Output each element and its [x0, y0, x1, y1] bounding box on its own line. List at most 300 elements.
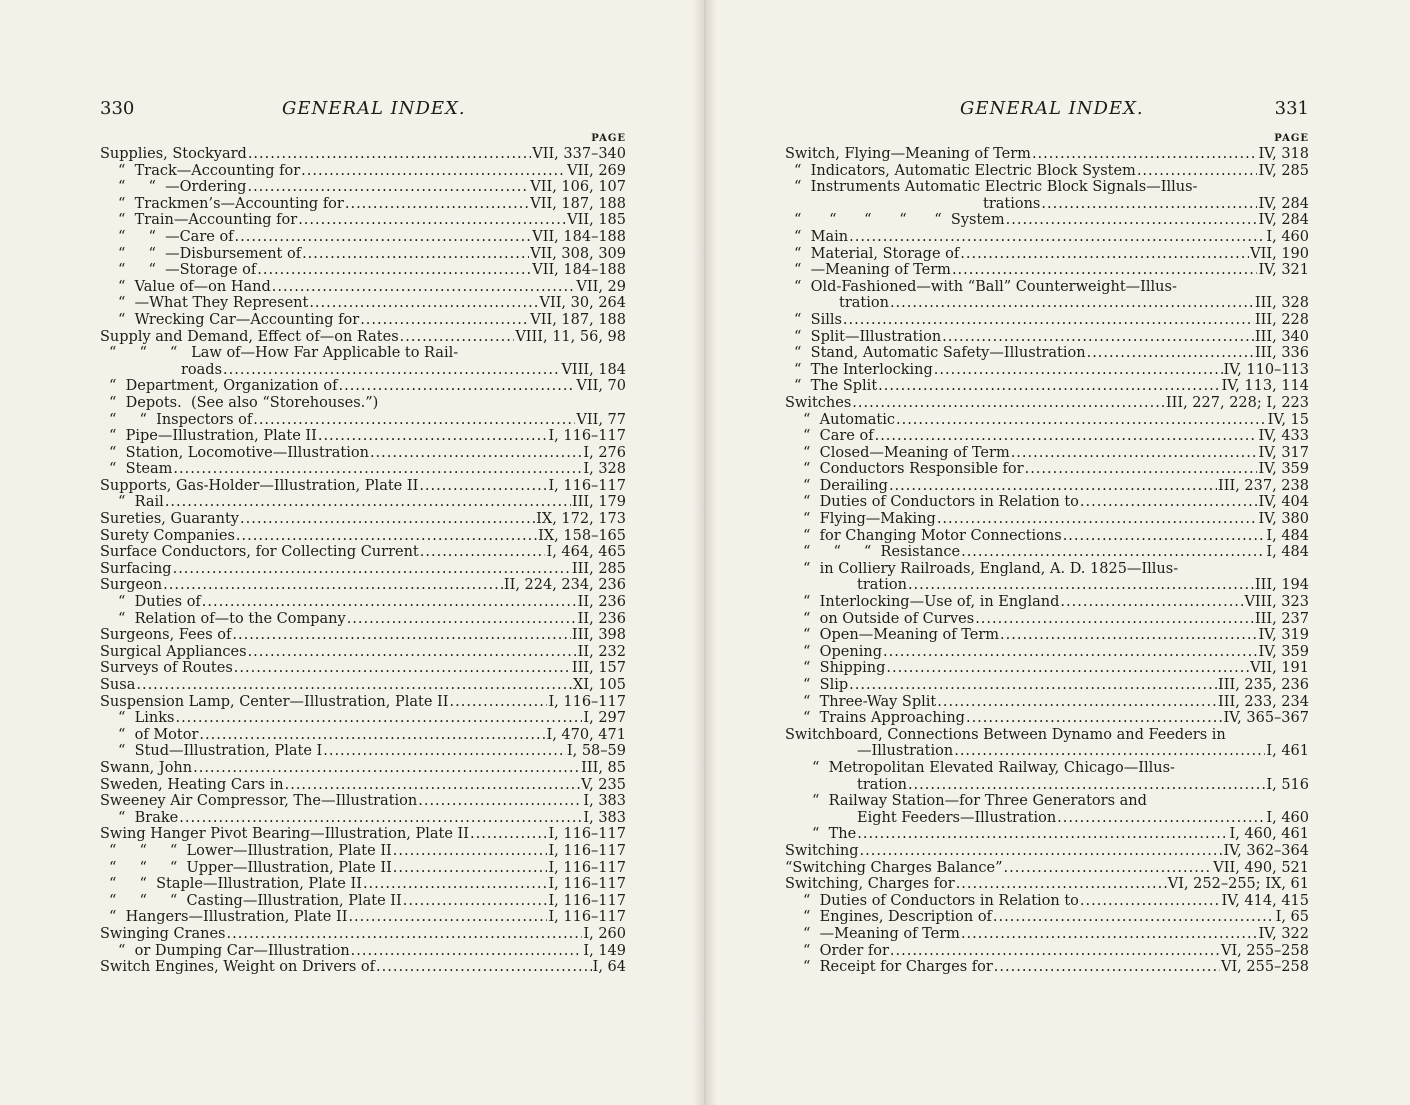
leader-dots: [418, 793, 582, 810]
index-entry: [100, 295, 626, 312]
entry-text: “ Slip: [803, 677, 849, 693]
entry-reference: I, 460, 461: [1229, 826, 1309, 843]
entry-reference: I, 461: [1266, 743, 1309, 760]
entry-reference: IV, 285: [1258, 162, 1309, 179]
running-head: GENERAL INDEX.: [960, 98, 1144, 119]
index-entry: [785, 727, 1309, 744]
entry-text: Switch Engines, Weight on Drivers of: [100, 959, 376, 976]
entry-text: “ “ —Disbursement of: [118, 245, 302, 262]
index-entry: [100, 561, 626, 578]
entry-text: Swing Hanger Pivot Bearing—Illustration, Plate II: [100, 826, 470, 843]
leader-dots: [908, 577, 1254, 594]
leader-dots: [285, 777, 581, 794]
entry-reference: VII, 337–340: [532, 146, 626, 162]
leader-dots: [1032, 146, 1258, 163]
entry-text: “ Split—Illustration: [794, 328, 942, 345]
index-entry: [100, 345, 626, 362]
index-entry: [785, 246, 1309, 263]
index-entry: [785, 295, 1309, 312]
entry-reference: VII, 187, 188: [530, 311, 626, 328]
entry-reference: VII, 190: [1250, 245, 1309, 262]
entry-text: “ —What They Represent: [118, 295, 309, 312]
entry-reference: I, 484: [1266, 527, 1309, 544]
leader-dots: [852, 395, 1165, 412]
leader-dots: [883, 644, 1257, 661]
index-entry: [785, 694, 1309, 711]
leader-dots: [163, 577, 503, 594]
running-head: GENERAL INDEX.: [282, 98, 466, 119]
entry-reference: III, 285: [571, 560, 626, 577]
index-entry: [100, 412, 626, 429]
entry-text: “ Department, Organization of: [109, 378, 338, 395]
entry-text: “ Metropolitan Elevated Railway, Chicago—Illus-: [812, 759, 1175, 776]
leader-dots: [956, 876, 1167, 893]
leader-dots: [136, 677, 572, 694]
index-entry: [100, 660, 626, 677]
entry-reference: IV, 433: [1258, 428, 1309, 445]
entry-text: tration: [857, 577, 907, 594]
index-entry: [785, 494, 1309, 511]
index-entry: [100, 146, 626, 163]
entry-text: “ Derailing: [803, 477, 888, 494]
leader-dots: [309, 295, 538, 312]
leader-dots: [257, 262, 531, 279]
right-page: [785, 0, 1309, 1105]
leader-dots: [952, 262, 1258, 279]
entry-reference: I, 460: [1266, 228, 1309, 245]
entry-text: trations: [983, 195, 1041, 212]
entry-text: “ Hangers—Illustration, Plate II: [109, 909, 348, 926]
leader-dots: [1087, 345, 1254, 362]
entry-reference: I, 58–59: [566, 743, 626, 760]
leader-dots: [961, 926, 1258, 943]
index-entry: [785, 810, 1309, 827]
index-entry: [785, 163, 1309, 180]
index-entry: [785, 212, 1309, 229]
leader-dots: [370, 445, 582, 462]
index-entry: [100, 627, 626, 644]
index-entry: [100, 577, 626, 594]
entry-reference: II, 232: [577, 643, 626, 660]
entry-reference: I, 276: [583, 444, 626, 461]
right-page-header: [785, 98, 1309, 124]
leader-dots: [393, 860, 548, 877]
index-entry: [785, 943, 1309, 960]
entry-text: “ “ “ Law of—How Far Applicable to Rail-: [109, 345, 459, 362]
index-entry: [785, 511, 1309, 528]
entry-text: Supply and Demand, Effect of—on Rates: [100, 328, 399, 345]
index-entry: [100, 710, 626, 727]
entry-reference: I, 470, 471: [546, 726, 626, 743]
entry-text: “ —Meaning of Term: [794, 262, 951, 279]
leader-dots: [301, 163, 566, 180]
index-entry: [100, 362, 626, 379]
entry-reference: III, 179: [571, 494, 626, 511]
left-page: [100, 0, 626, 1105]
entry-reference: I, 116–117: [548, 876, 626, 893]
entry-reference: IV, 322: [1258, 925, 1309, 942]
entry-text: Switch, Flying—Meaning of Term: [785, 146, 1031, 162]
leader-dots: [875, 428, 1258, 445]
entry-reference: III, 233, 234: [1218, 693, 1309, 710]
leader-dots: [376, 959, 592, 976]
index-entry: [785, 743, 1309, 760]
entry-text: Switchboard, Connections Between Dynamo and Feeders in: [785, 726, 1226, 743]
index-entry: [785, 793, 1309, 810]
index-entry: [785, 478, 1309, 495]
index-entry: [100, 395, 626, 412]
leader-dots: [937, 511, 1258, 528]
entry-text: “ “ “ Resistance: [803, 544, 961, 561]
entry-text: Sweeney Air Compressor, The—Illustration: [100, 793, 418, 810]
book-gutter: [693, 0, 717, 1105]
entry-reference: I, 328: [583, 461, 626, 478]
index-entry: [100, 843, 626, 860]
entry-text: “ Railway Station—for Three Generators and: [812, 793, 1147, 810]
entry-reference: I, 383: [583, 809, 626, 826]
entry-reference: IV, 318: [1258, 146, 1309, 162]
index-entry: [100, 212, 626, 229]
entry-text: “ or Dumping Car—Illustration: [118, 942, 350, 959]
index-entry: [100, 793, 626, 810]
index-entry: [100, 876, 626, 893]
index-entry: [100, 378, 626, 395]
index-entry: [785, 959, 1309, 976]
entry-text: Surfacing: [100, 560, 172, 577]
entry-reference: IV, 359: [1258, 461, 1309, 478]
leader-dots: [232, 627, 571, 644]
entry-reference: VII, 70: [576, 378, 626, 395]
index-entry: [785, 345, 1309, 362]
entry-reference: II, 224, 234, 236: [503, 577, 626, 594]
entry-reference: I, 116–117: [548, 909, 626, 926]
entry-text: “ Open—Meaning of Term: [803, 627, 1000, 644]
index-entry: [100, 445, 626, 462]
index-entry: [785, 777, 1309, 794]
leader-dots: [961, 544, 1265, 561]
index-entry: [785, 594, 1309, 611]
index-entry: [100, 959, 626, 976]
entry-text: “ Sills: [794, 311, 842, 328]
entry-text: Switching: [785, 842, 859, 859]
index-entries: [100, 146, 626, 976]
entry-text: Switching, Charges for: [785, 876, 955, 893]
entry-text: “ Stud—Illustration, Plate I: [118, 743, 323, 760]
index-entry: [785, 262, 1309, 279]
entry-text: “ Closed—Meaning of Term: [803, 444, 1010, 461]
leader-dots: [857, 826, 1228, 843]
index-entry: [785, 312, 1309, 329]
index-entry: [785, 893, 1309, 910]
entry-text: “ Duties of: [118, 594, 201, 611]
entry-text: “ Three-Way Split: [803, 693, 937, 710]
index-entry: [785, 412, 1309, 429]
entry-text: “ The: [812, 826, 857, 843]
leader-dots: [908, 777, 1265, 794]
entry-text: “ “ “ “ “ System: [794, 212, 1005, 229]
entry-text: “ “ —Care of: [118, 228, 234, 245]
entry-text: “ Main: [794, 228, 849, 245]
entry-reference: VI, 255–258: [1220, 959, 1309, 976]
entry-reference: I, 464, 465: [546, 544, 626, 561]
entry-text: Sureties, Guaranty: [100, 511, 239, 528]
index-entry: [785, 461, 1309, 478]
index-entry: [785, 843, 1309, 860]
index-entry: [785, 229, 1309, 246]
index-entry: [785, 860, 1309, 877]
entry-reference: V, 235: [581, 776, 626, 793]
entry-reference: I, 383: [583, 793, 626, 810]
leader-dots: [1137, 163, 1258, 180]
index-entry: [785, 378, 1309, 395]
index-entry: [100, 246, 626, 263]
leader-dots: [247, 179, 529, 196]
index-entry: [100, 644, 626, 661]
leader-dots: [890, 295, 1254, 312]
leader-dots: [420, 544, 546, 561]
index-entry: [785, 876, 1309, 893]
entry-text: “ Engines, Description of: [803, 909, 992, 926]
entry-reference: VII, 490, 521: [1213, 859, 1309, 876]
entry-text: “ Indicators, Automatic Electric Block System: [794, 162, 1136, 179]
entry-text: Surgeon: [100, 577, 163, 594]
entry-reference: I, 116–117: [548, 693, 626, 710]
entry-text: Supplies, Stockyard: [100, 146, 247, 162]
entry-text: “ in Colliery Railroads, England, A. D. 1825—Illus-: [803, 560, 1179, 577]
entry-reference: VII, 30, 264: [539, 295, 626, 312]
entry-reference: III, 235, 236: [1218, 677, 1309, 693]
index-entry: [100, 461, 626, 478]
page-column-label: PAGE: [591, 133, 626, 144]
leader-dots: [960, 246, 1249, 263]
entry-reference: VIII, 323: [1244, 594, 1309, 611]
entry-reference: VIII, 184: [561, 361, 626, 378]
leader-dots: [345, 196, 529, 213]
entry-text: “ The Split: [794, 378, 878, 395]
leader-dots: [248, 644, 577, 661]
index-entry: [100, 329, 626, 346]
leader-dots: [173, 461, 582, 478]
entry-reference: IV, 321: [1258, 262, 1309, 279]
entry-text: “ “ —Storage of: [118, 262, 257, 279]
index-entry: [100, 727, 626, 744]
entry-reference: VII, 184–188: [532, 262, 626, 279]
entry-reference: II, 236: [577, 594, 626, 611]
entry-text: “ “ —Ordering: [118, 179, 247, 196]
entry-reference: IV, 404: [1258, 494, 1309, 511]
entry-text: “ Station, Locomotive—Illustration: [109, 444, 369, 461]
index-entry: [100, 478, 626, 495]
entry-reference: IV, 284: [1258, 212, 1309, 229]
leader-dots: [1041, 196, 1257, 213]
leader-dots: [886, 660, 1249, 677]
index-entries: [785, 146, 1309, 976]
index-entry: [785, 179, 1309, 196]
entry-text: Eight Feeders—Illustration: [857, 809, 1057, 826]
leader-dots: [1080, 494, 1258, 511]
leader-dots: [253, 412, 575, 429]
index-entry: [785, 279, 1309, 296]
entry-text: “ Wrecking Car—Accounting for: [118, 311, 360, 328]
entry-reference: IX, 172, 173: [536, 511, 626, 528]
index-entry: [785, 677, 1309, 694]
index-entry: [100, 860, 626, 877]
entry-reference: IV, 319: [1258, 627, 1309, 644]
entry-text: “ Trains Approaching: [803, 710, 965, 727]
page-column-label: PAGE: [1274, 133, 1309, 144]
entry-text: “ “ “ Casting—Illustration, Plate II: [109, 892, 402, 909]
entry-reference: VII, 269: [567, 162, 626, 179]
entry-reference: VIII, 11, 56, 98: [515, 328, 626, 345]
entry-text: “ Duties of Conductors in Relation to: [803, 494, 1079, 511]
index-entry: [100, 909, 626, 926]
leader-dots: [1080, 893, 1221, 910]
leader-dots: [298, 212, 566, 229]
entry-text: “ on Outside of Curves: [803, 610, 975, 627]
index-entry: [785, 528, 1309, 545]
entry-reference: I, 149: [583, 942, 626, 959]
leader-dots: [470, 826, 547, 843]
index-entry: [100, 494, 626, 511]
entry-text: Sweden, Heating Cars in: [100, 776, 284, 793]
leader-dots: [937, 694, 1217, 711]
index-entry: [785, 611, 1309, 628]
entry-text: —Illustration: [857, 743, 954, 760]
leader-dots: [942, 329, 1254, 346]
leader-dots: [393, 843, 548, 860]
entry-text: “ Automatic: [803, 411, 895, 428]
leader-dots: [240, 511, 535, 528]
index-entry: [785, 362, 1309, 379]
entry-text: Supports, Gas-Holder—Illustration, Plate II: [100, 477, 419, 494]
index-entry: [785, 428, 1309, 445]
entry-reference: VII, 77: [576, 411, 626, 428]
index-entry: [100, 262, 626, 279]
index-entry: [100, 826, 626, 843]
leader-dots: [889, 478, 1217, 495]
entry-reference: I, 116–117: [548, 826, 626, 843]
entry-reference: I, 116–117: [548, 428, 626, 445]
leader-dots: [849, 677, 1217, 694]
index-entry: [785, 710, 1309, 727]
leader-dots: [1000, 627, 1257, 644]
index-entry: [785, 926, 1309, 943]
entry-reference: III, 237: [1254, 610, 1309, 627]
leader-dots: [351, 943, 583, 960]
leader-dots: [302, 246, 529, 263]
entry-reference: IV, 113, 114: [1221, 378, 1309, 395]
leader-dots: [1063, 528, 1266, 545]
entry-text: Switches: [785, 394, 852, 411]
entry-reference: I, 260: [583, 925, 626, 942]
entry-text: “ Rail: [118, 494, 164, 511]
entry-reference: VI, 252–255; IX, 61: [1167, 876, 1309, 893]
entry-reference: VII, 29: [576, 278, 626, 295]
entry-reference: VII, 106, 107: [530, 179, 626, 196]
entry-text: “ Order for: [803, 942, 889, 959]
leader-dots: [199, 727, 545, 744]
leader-dots: [954, 743, 1265, 760]
entry-text: “ Receipt for Charges for: [803, 959, 993, 976]
entry-reference: III, 237, 238: [1218, 477, 1309, 494]
entry-reference: VI, 255–258: [1220, 942, 1309, 959]
leader-dots: [165, 494, 571, 511]
leader-dots: [890, 943, 1220, 960]
entry-text: “ Value of—on Hand: [118, 278, 271, 295]
leader-dots: [234, 660, 571, 677]
leader-dots: [860, 843, 1223, 860]
index-entry: [100, 893, 626, 910]
leader-dots: [975, 611, 1254, 628]
entry-text: “Switching Charges Balance”: [785, 859, 1003, 876]
entry-reference: I, 484: [1266, 544, 1309, 561]
entry-text: Susa: [100, 677, 136, 693]
entry-reference: III, 228: [1254, 311, 1309, 328]
leader-dots: [993, 909, 1275, 926]
entry-text: Surgical Appliances: [100, 643, 247, 660]
entry-reference: I, 116–117: [548, 859, 626, 876]
leader-dots: [193, 760, 580, 777]
entry-reference: III, 157: [571, 660, 626, 677]
entry-text: “ Trackmen’s—Accounting for: [118, 195, 344, 212]
entry-text: “ Brake: [118, 809, 179, 826]
entry-text: “ Interlocking—Use of, in England: [803, 594, 1060, 611]
entry-reference: III, 227, 228; I, 223: [1165, 394, 1309, 411]
entry-reference: IV, 284: [1258, 195, 1309, 212]
leader-dots: [403, 893, 548, 910]
entry-text: “ Care of: [803, 428, 874, 445]
leader-dots: [175, 710, 582, 727]
leader-dots: [236, 528, 537, 545]
index-entry: [785, 577, 1309, 594]
entry-text: Surveys of Routes: [100, 660, 233, 677]
page-number: 331: [1274, 98, 1309, 119]
entry-text: “ Steam: [109, 461, 173, 478]
leader-dots: [896, 412, 1267, 429]
entry-reference: I, 116–117: [548, 892, 626, 909]
entry-reference: II, 236: [577, 610, 626, 627]
entry-reference: VII, 308, 309: [530, 245, 626, 262]
entry-reference: IV, 365–367: [1223, 710, 1309, 727]
entry-text: “ Track—Accounting for: [118, 162, 301, 179]
leader-dots: [878, 378, 1220, 395]
index-entry: [100, 594, 626, 611]
entry-text: “ Shipping: [803, 660, 886, 677]
leader-dots: [1025, 461, 1258, 478]
entry-text: “ Material, Storage of: [794, 245, 960, 262]
entry-reference: IV, 15: [1267, 411, 1309, 428]
entry-text: “ “ “ Lower—Illustration, Plate II: [109, 842, 392, 859]
leader-dots: [1004, 860, 1213, 877]
leader-dots: [843, 312, 1254, 329]
entry-text: “ “ “ Upper—Illustration, Plate II: [109, 859, 392, 876]
leader-dots: [966, 710, 1223, 727]
entry-text: “ Relation of—to the Company: [118, 610, 346, 627]
entry-text: “ Depots. (See also “Storehouses.”): [109, 394, 379, 411]
entry-text: “ for Changing Motor Connections: [803, 527, 1062, 544]
index-entry: [100, 743, 626, 760]
index-entry: [100, 196, 626, 213]
index-entry: [785, 146, 1309, 163]
leader-dots: [1057, 810, 1265, 827]
entry-reference: IV, 362–364: [1223, 842, 1309, 859]
leader-dots: [1060, 594, 1243, 611]
entry-text: “ Old-Fashioned—with “Ball” Counterweight—Illus-: [794, 278, 1177, 295]
entry-text: “ “ Inspectors of: [109, 411, 253, 428]
entry-reference: VII, 187, 188: [530, 195, 626, 212]
entry-reference: VII, 184–188: [532, 228, 626, 245]
leader-dots: [849, 229, 1265, 246]
